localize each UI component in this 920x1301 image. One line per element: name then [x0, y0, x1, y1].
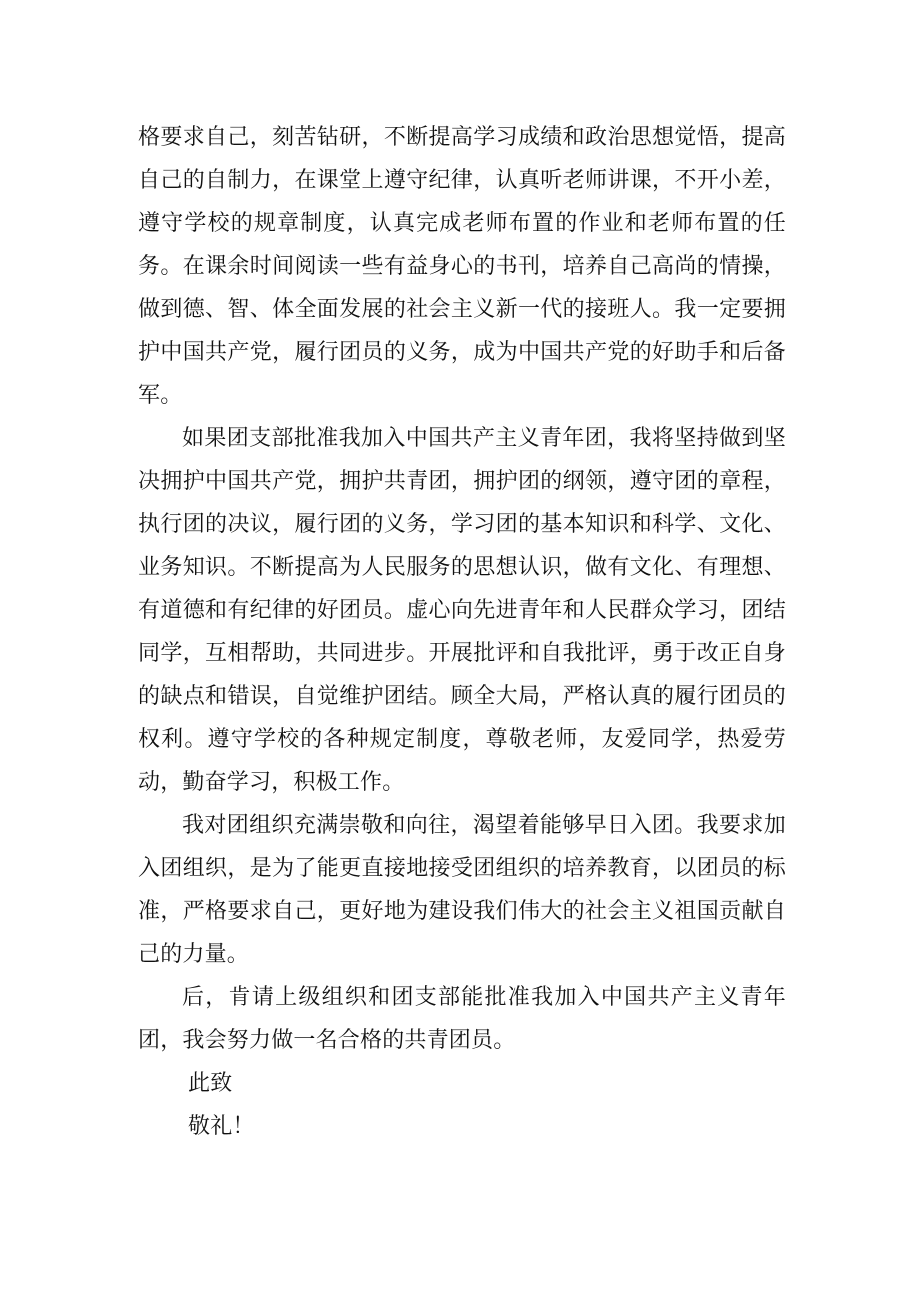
closing-salutation: 此致 [188, 1071, 233, 1096]
paragraph-commitment: 如果团支部批准我加入中国共产主义青年团，我将坚持做到坚决拥护中国共产党，拥护共青团，拥护团的纲领，遵守团的章程，执行团的决议，履行团的义务，学习团的基本知识和科学、文化、业务知识。不断提高为人民服务的思想认识，做有文化、有理想、有道德和有纪律的好团员。虚心向先进青年和人民群众学习，团结同学，互相帮助，共同进步。开展批评和自我批评，勇于改正自身的缺点和错误，自觉维护团结。顾全大局，严格认真的履行团员的权利。遵守学校的各种规定制度，尊敬老师，友爱同学，热爱劳动，勤奋学习，积极工作。 [138, 426, 786, 795]
closing-respect: 敬礼！ [188, 1114, 255, 1139]
document-body [138, 116, 786, 1148]
paragraph-aspiration: 我对团组织充满崇敬和向往，渴望着能够早日入团。我要求加入团组织，是为了能更直接地接受团组织的培养教育，以团员的标准，严格要求自己，更好地为建设我们伟大的社会主义祖国贡献自己的力量。 [138, 813, 786, 967]
paragraph-continuation: 格要求自己，刻苦钻研，不断提高学习成绩和政治思想觉悟，提高自己的自制力，在课堂上遵守纪律，认真听老师讲课，不开小差，遵守学校的规章制度，认真完成老师布置的作业和老师布置的任务。在课余时间阅读一些有益身心的书刊，培养自己高尚的情操，做到德、智、体全面发展的社会主义新一代的接班人。我一定要拥护中国共产党，履行团员的义务，成为中国共产党的好助手和后备军。 [138, 125, 786, 408]
paragraph-request: 后，肯请上级组织和团支部能批准我加入中国共产主义青年团，我会努力做一名合格的共青团员。 [138, 985, 786, 1053]
